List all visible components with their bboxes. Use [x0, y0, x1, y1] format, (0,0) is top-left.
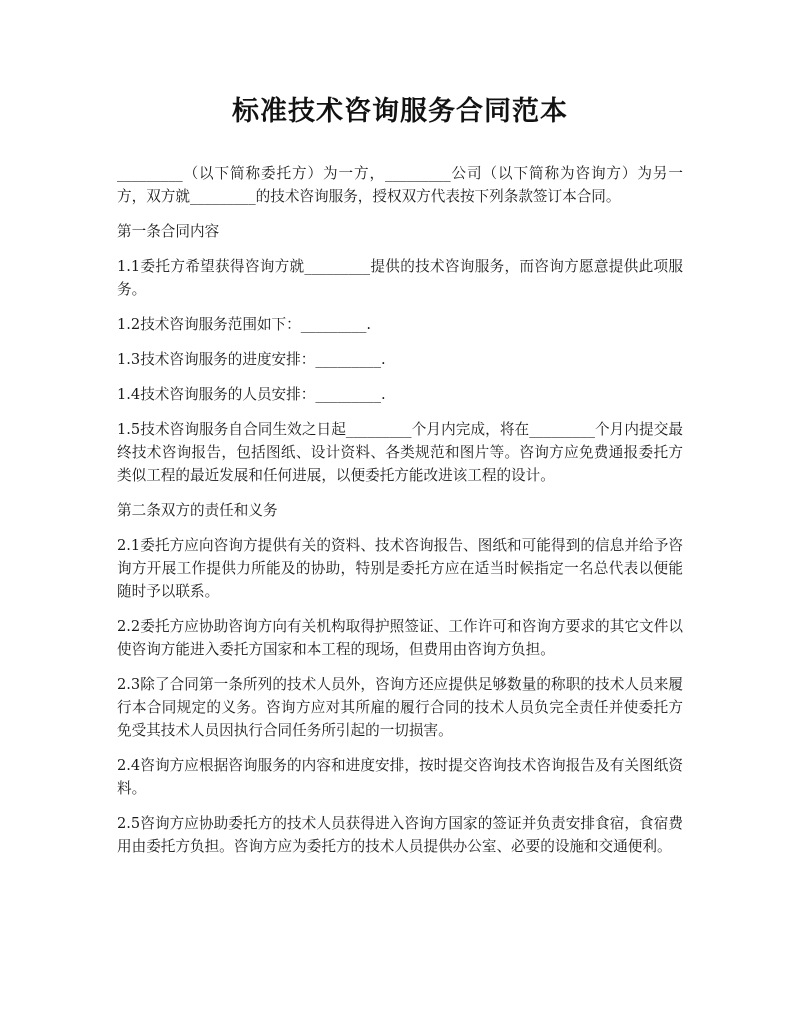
clause-1-1: 1.1委托方希望获得咨询方就_________提供的技术咨询服务，而咨询方愿意提供此项服务。 — [117, 258, 683, 298]
clause-2-1: 2.1委托方应向咨询方提供有关的资料、技术咨询报告、图纸和可能得到的信息并给予咨询方开展工作提供力所能及的协助，特别是委托方应在适当时候指定一名总代表以便能随时予以联系。 — [117, 537, 683, 600]
section-heading-1: 第一条合同内容 — [117, 223, 220, 240]
clause-2-3: 2.3除了合同第一条所列的技术人员外，咨询方还应提供足够数量的称职的技术人员来履行本合同规定的义务。咨询方应对其所雇的履行合同的技术人员负完全责任并使委托方免受其技术人员因执行合同任务所引起的一切损害。 — [117, 676, 683, 739]
clause-1-3: 1.3技术咨询服务的进度安排：_________. — [117, 351, 386, 368]
document-title: 标准技术咨询服务合同范本 — [232, 96, 568, 127]
section-heading-2: 第二条双方的责任和义务 — [117, 502, 278, 519]
clause-1-4: 1.4技术咨询服务的人员安排：_________. — [117, 386, 386, 403]
document-page — [117, 92, 683, 870]
clause-2-5: 2.5咨询方应协助委托方的技术人员获得进入咨询方国家的签证并负责安排食宿，食宿费用由委托方负担。咨询方应为委托方的技术人员提供办公室、必要的设施和交通便利。 — [117, 815, 683, 855]
clause-1-2: 1.2技术咨询服务范围如下：_________. — [117, 316, 372, 333]
clause-2-4: 2.4咨询方应根据咨询服务的内容和进度安排，按时提交咨询技术咨询报告及有关图纸资料。 — [117, 757, 683, 797]
intro-paragraph: _________（以下简称委托方）为一方，_________公司（以下简称为咨询方）为另一方，双方就_________的技术咨询服务，授权双方代表按下列条款签订本合同。 — [117, 165, 683, 205]
clause-2-2: 2.2委托方应协助咨询方向有关机构取得护照签证、工作许可和咨询方要求的其它文件以使咨询方能进入委托方国家和本工程的现场，但费用由咨询方负担。 — [117, 618, 683, 658]
clause-1-5: 1.5技术咨询服务自合同生效之日起_________个月内完成，将在_________个月内提交最终技术咨询报告，包括图纸、设计资料、各类规范和图片等。咨询方应免费通报委托方类似工程的最近发展和任何进展，以便委托方能改进该工程的设计。 — [117, 421, 683, 484]
